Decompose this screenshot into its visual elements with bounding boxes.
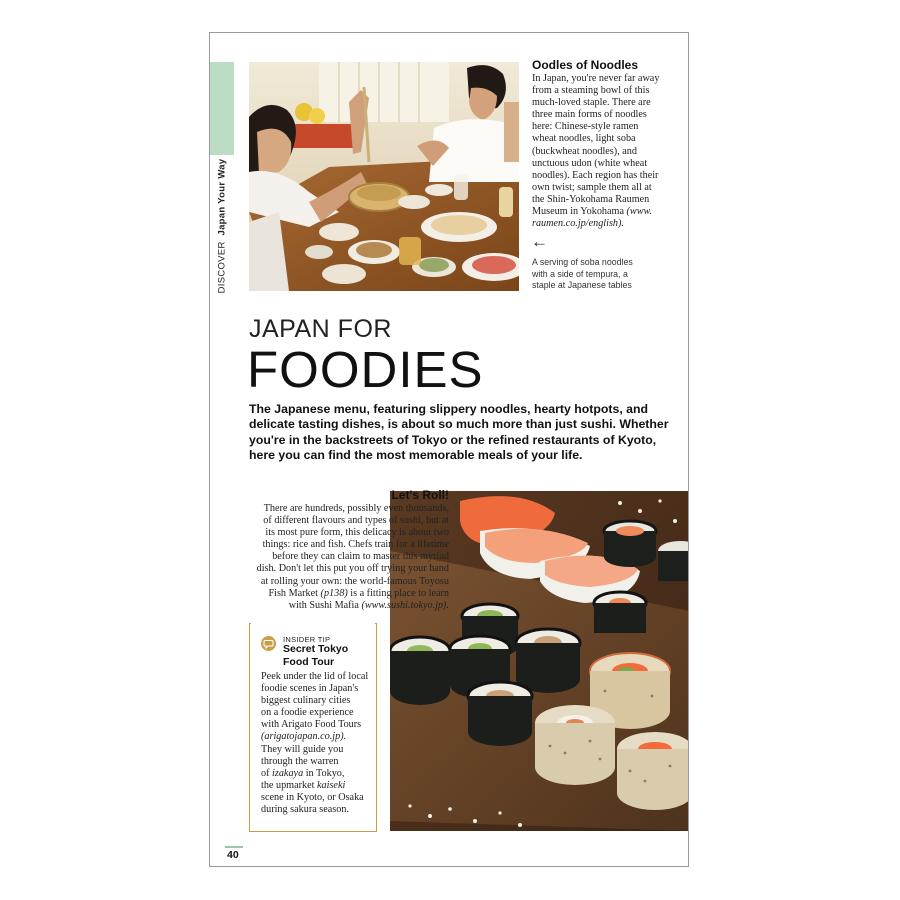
headline-title: FOODIES — [247, 341, 484, 398]
noodle-meal-photo — [249, 62, 519, 291]
section-color-tab — [210, 62, 234, 155]
noodles-line: (buckwheat noodles), and — [532, 145, 637, 157]
photo-caption: A serving of soba noodles with a side of tempura, a staple at Japanese tables — [532, 257, 633, 291]
noodles-line: the Shin-Yokohama Raumen — [532, 193, 650, 205]
noodles-line: three main forms of noodles — [532, 109, 647, 121]
tip-body: Peek under the lid of local foodie scenes in Japan's biggest culinary cities on a foodie experience with Arigato Food Tours (arigatojapan.co.jp). They will guide you through the warren of izakaya in Tokyo, the upmarket kaiseki scene in Kyoto, or Osaka during sakura season. — [261, 671, 369, 816]
arrow-left-icon: ← — [531, 232, 548, 251]
sushi-line: dish. Don't let this put you off trying your hand — [256, 563, 449, 575]
noodles-line: much-loved staple. There are — [532, 97, 651, 109]
arigato-url: (arigatojapan.co.jp). — [261, 731, 347, 743]
insider-tip-label: INSIDER TIP — [283, 635, 331, 644]
raumen-url-part1: (www. — [626, 206, 653, 218]
book-page — [209, 32, 689, 867]
speech-bubble-icon — [261, 636, 276, 651]
sushi-mafia-url: (www.sushi.tokyo.jp). — [361, 599, 449, 611]
noodles-line: from a steaming bowl of this — [532, 85, 650, 97]
page-reference: (p138) — [320, 587, 348, 599]
noodles-line — [532, 218, 682, 230]
noodles-body — [532, 73, 682, 230]
noodles-line: own twist; sample them all at — [532, 181, 652, 193]
section-side-label — [211, 156, 233, 296]
sushi-line: before they can claim to master this myriad — [272, 551, 449, 563]
page-number: 40 — [227, 849, 239, 861]
section-label: DISCOVER — [216, 241, 228, 294]
sushi-line: its most pure form, this delicacy is about two — [265, 527, 449, 539]
sushi-line: with Sushi Mafia (www.sushi.tokyo.jp). — [288, 599, 449, 611]
tip-box-top-gap — [251, 621, 375, 625]
sushi-line: things: rice and fish. Chefs train for a lifetime — [262, 539, 449, 551]
page-number-rule — [225, 846, 243, 848]
noodles-line: here: Chinese-style ramen — [532, 121, 639, 133]
sushi-line: of different flavours and types of sushi, but at — [263, 515, 449, 527]
intro-paragraph: The Japanese menu, featuring slippery noodles, hearty hotpots, and delicate tasting dishes, is about so much more than just sushi. Whether you're in the backstreets of Tokyo or the refined restaurants of Kyoto, here you can find the most memorable meals of your life. — [249, 402, 669, 463]
headline-kicker: JAPAN FOR — [249, 315, 392, 343]
noodles-line: wheat noodles, light soba — [532, 133, 636, 145]
sushi-body — [243, 503, 449, 612]
sushi-line: Fish Market (p138) is a fitting place to learn — [268, 587, 449, 599]
noodles-line: In Japan, you're never far away — [532, 73, 660, 84]
noodles-line: noodles). Each region has their — [532, 169, 659, 181]
noodles-title: Oodles of Noodles — [532, 58, 639, 72]
sushi-line: There are hundreds, possibly even thousands, — [263, 503, 449, 514]
raumen-url-part2: raumen.co.jp/english). — [532, 218, 624, 230]
noodles-line: Museum in Yokohama (www. — [532, 206, 653, 218]
sushi-line: at rolling your own: the world-famous Toyosu — [260, 575, 449, 587]
noodles-line: unctuous udon (white wheat — [532, 157, 648, 169]
subsection-label: Japan Your Way — [216, 158, 228, 236]
tip-title: Secret Tokyo Food Tour — [283, 643, 349, 668]
sushi-title: Let's Roll! — [391, 488, 449, 502]
